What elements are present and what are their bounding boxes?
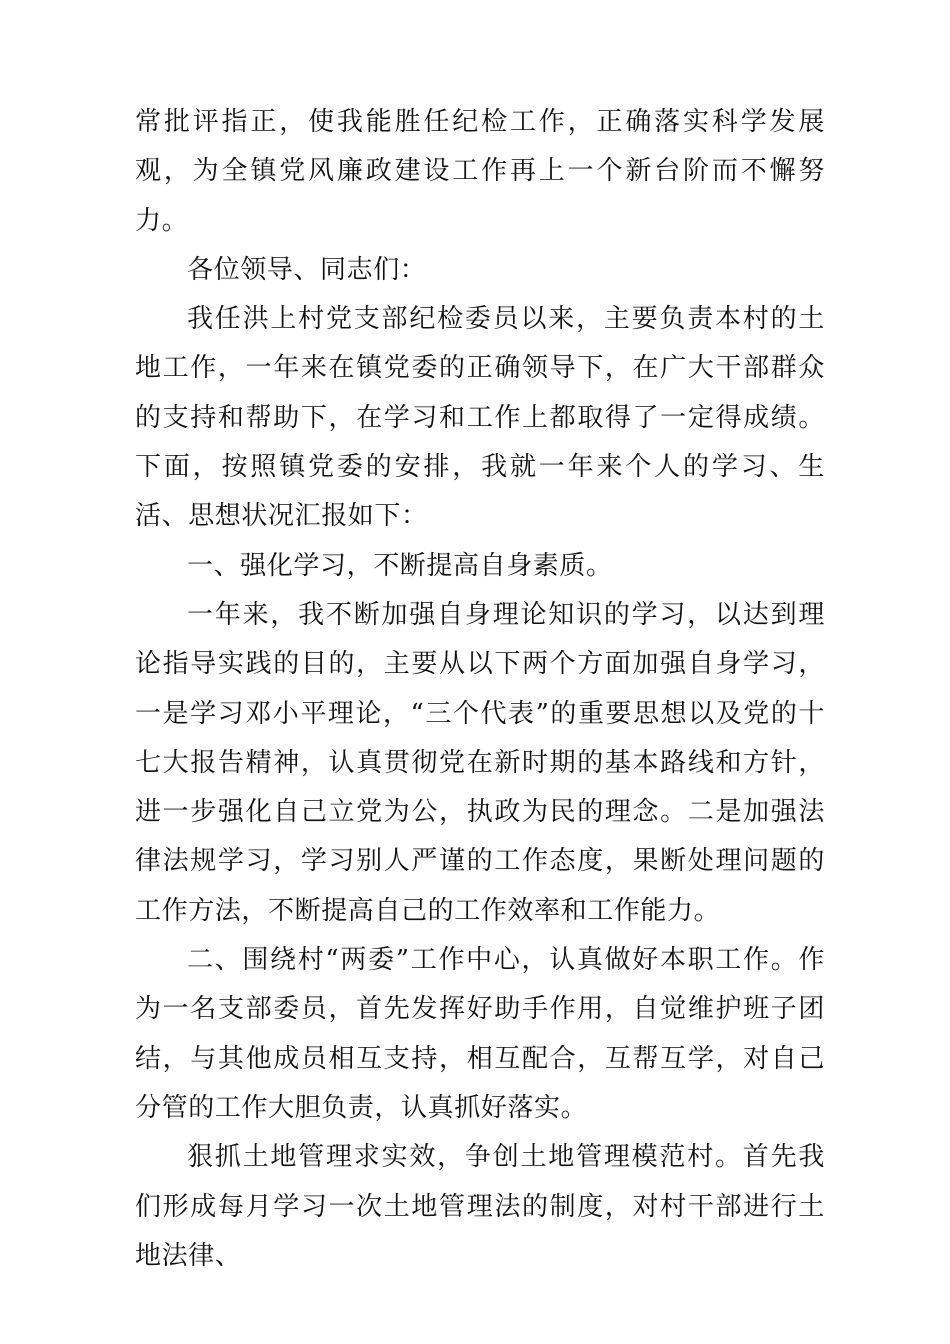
paragraph-continuation: 常批评指正，使我能胜任纪检工作，正确落实科学发展观，为全镇党风廉政建设工作再上一个新台阶而不懈努力。 (135, 107, 825, 236)
section-heading-duties: 二、围绕村“两委”工作中心，认真做好本职工作。作为一名支部委员，首先发挥好助手作用，自觉维护班子团结，与其他成员相互支持，相互配合，互帮互学，对自己分管的工作大胆负责，认真抓好落实。 (135, 945, 825, 1123)
paragraph-land-management: 狠抓土地管理求实效，争创土地管理模范村。首先我们形成每月学习一次土地管理法的制度，对村干部进行土地法律、 (135, 1142, 825, 1271)
document-body (135, 98, 825, 1281)
paragraph-study: 一年来，我不断加强自身理论知识的学习，以达到理论指导实践的目的，主要从以下两个方面加强自身学习，一是学习邓小平理论，“三个代表”的重要思想以及党的十七大报告精神，认真贯彻党在新时期的基本路线和方针，进一步强化自己立党为公，执政为民的理念。二是加强法律法规学习，学习别人严谨的工作态度，果断处理问题的工作方法，不断提高自己的工作效率和工作能力。 (135, 599, 825, 926)
section-heading-study: 一、强化学习，不断提高自身素质。 (187, 550, 613, 581)
paragraph-introduction: 我任洪上村党支部纪检委员以来，主要负责本村的土地工作，一年来在镇党委的正确领导下，在广大干部群众的支持和帮助下，在学习和工作上都取得了一定得成绩。下面，按照镇党委的安排，我就一年来个人的学习、生活、思想状况汇报如下： (135, 304, 825, 532)
paragraph-salutation: 各位领导、同志们： (187, 254, 427, 285)
